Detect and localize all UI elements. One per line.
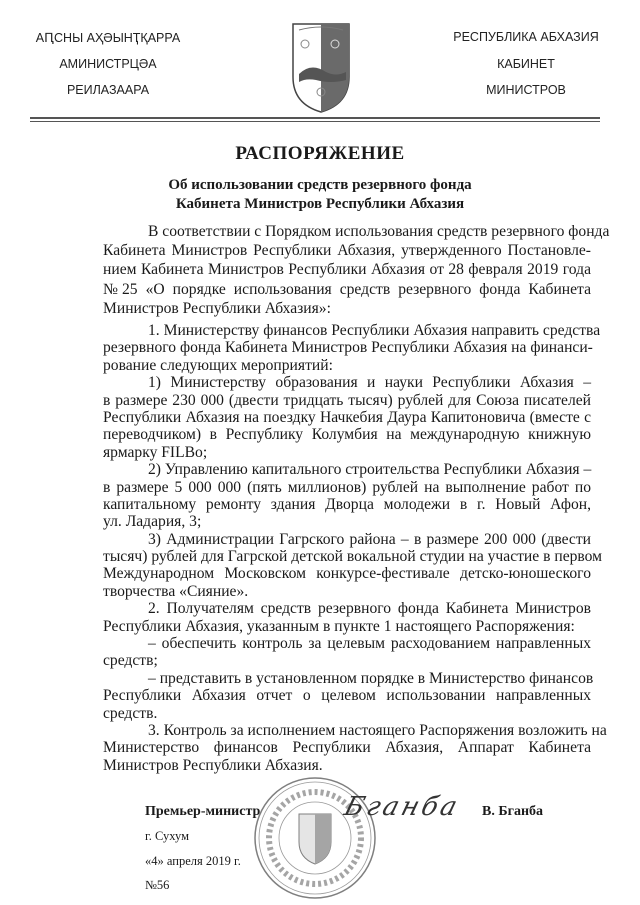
text-line: 1) Министерству образования и науки Республики Абхазия – xyxy=(148,374,591,392)
document-subtitle: Кабинета Министров Республики Абхазия xyxy=(175,196,465,212)
document-title: РАСПОРЯЖЕНИЕ xyxy=(235,143,405,164)
text-line: Республики Абхазия на поездку Начкебия Даура Капитоновича (вместе с xyxy=(103,408,591,426)
header-right-line: МИНИСТРОВ xyxy=(486,83,566,97)
city: г. Сухум xyxy=(145,829,190,843)
text-line: тысяч) рублей для Гагрской детской вокальной студии на участие в первом xyxy=(103,548,603,566)
text-line: 3. Контроль за исполнением настоящего Распоряжения возложить на xyxy=(148,721,607,739)
header-right-line: РЕСПУБЛИКА АБХАЗИЯ xyxy=(453,30,599,44)
signature-text: Бганба xyxy=(340,792,464,822)
text-line: 3) Администрации Гагрского района – в размере 200 000 (двести xyxy=(148,530,591,548)
header-divider xyxy=(30,121,600,122)
header-left-line: РЕИЛАЗААРА xyxy=(66,83,150,97)
signatory-position: Премьер-министр xyxy=(145,804,261,819)
text-line: ярмарку FILBo; xyxy=(103,443,208,461)
text-line: Кабинета Министров Республики Абхазия, утвержденного Постановле- xyxy=(103,242,591,260)
document-number: №56 xyxy=(145,878,170,892)
text-line: резервного фонда Кабинета Министров Республики Абхазия на финанси- xyxy=(103,339,593,357)
text-line: 2. Получателям средств резервного фонда Кабинета Министров xyxy=(148,600,591,618)
text-line: рование следующих мероприятий: xyxy=(103,356,333,374)
text-line: 1. Министерству финансов Республики Абхазия направить средства xyxy=(148,322,601,339)
text-line: Международном Московском конкурсе-фестивале детско-юношеского xyxy=(103,565,591,583)
text-line: Министерство финансов Республики Абхазия, Аппарат Кабинета xyxy=(103,739,591,757)
paragraph xyxy=(103,721,607,774)
text-line: Министров Республики Абхазия. xyxy=(103,756,323,774)
emblem-icon xyxy=(291,22,351,114)
text-line: Республики Абхазия отчет о целевом использовании направленных xyxy=(103,687,591,705)
text-line: средств; xyxy=(103,652,158,670)
text-line: В соответствии с Порядком использования средств резервного фонда xyxy=(148,223,610,240)
handwritten-signature xyxy=(341,792,463,822)
text-line: – представить в установленном порядке в Министерство финансов xyxy=(148,669,594,687)
header-left-line: АМИНИСТРЦӘА xyxy=(59,57,157,71)
paragraph xyxy=(103,669,594,722)
text-line: в размере 5 000 000 (пять миллионов) рублей на выполнение работ по xyxy=(103,478,591,496)
header-divider xyxy=(30,117,600,119)
paragraph xyxy=(103,530,603,601)
document-body xyxy=(103,322,607,774)
text-line: переводчиком) в Республику Колумбия на международную книжную xyxy=(103,426,591,444)
text-line: – обеспечить контроль за целевым расходованием направленных xyxy=(148,635,591,653)
text-line: средств. xyxy=(103,704,158,722)
text-line: капитальному ремонту здания Дворца молодежи в г. Новый Афон, xyxy=(103,495,591,513)
text-line: Республики Абхазия, указанным в пункте 1 настоящего Распоряжения: xyxy=(103,617,575,635)
paragraph xyxy=(103,600,591,635)
paragraph xyxy=(103,322,601,374)
signatory-name: В. Бганба xyxy=(482,804,544,819)
text-line: в размере 230 000 (двести тридцать тысяч) рублей для Союза писателей xyxy=(103,391,591,409)
date: «4» апреля 2019 г. xyxy=(145,854,241,868)
paragraph xyxy=(103,461,591,531)
header-left-line: АԤСНЫ АҲӘЫНҬҚАРРА xyxy=(35,31,181,45)
text-line: нием Кабинета Министров Республики Абхазия от 28 февраля 2019 года xyxy=(103,261,591,279)
text-line: творчества «Сияние». xyxy=(103,582,249,600)
paragraph xyxy=(103,635,591,670)
text-line: ул. Ладария, 3; xyxy=(103,513,202,531)
header-right-line: КАБИНЕТ xyxy=(497,57,555,71)
paragraph xyxy=(103,374,591,461)
preamble xyxy=(103,222,610,318)
text-line: №25 «О порядке использования средств резервного фонда Кабинета xyxy=(103,280,591,298)
document-subtitle: Об использовании средств резервного фонда xyxy=(168,177,472,193)
text-line: 2) Управлению капитального строительства Республики Абхазия – xyxy=(148,461,592,479)
text-line: Министров Республики Абхазия»: xyxy=(103,299,331,317)
